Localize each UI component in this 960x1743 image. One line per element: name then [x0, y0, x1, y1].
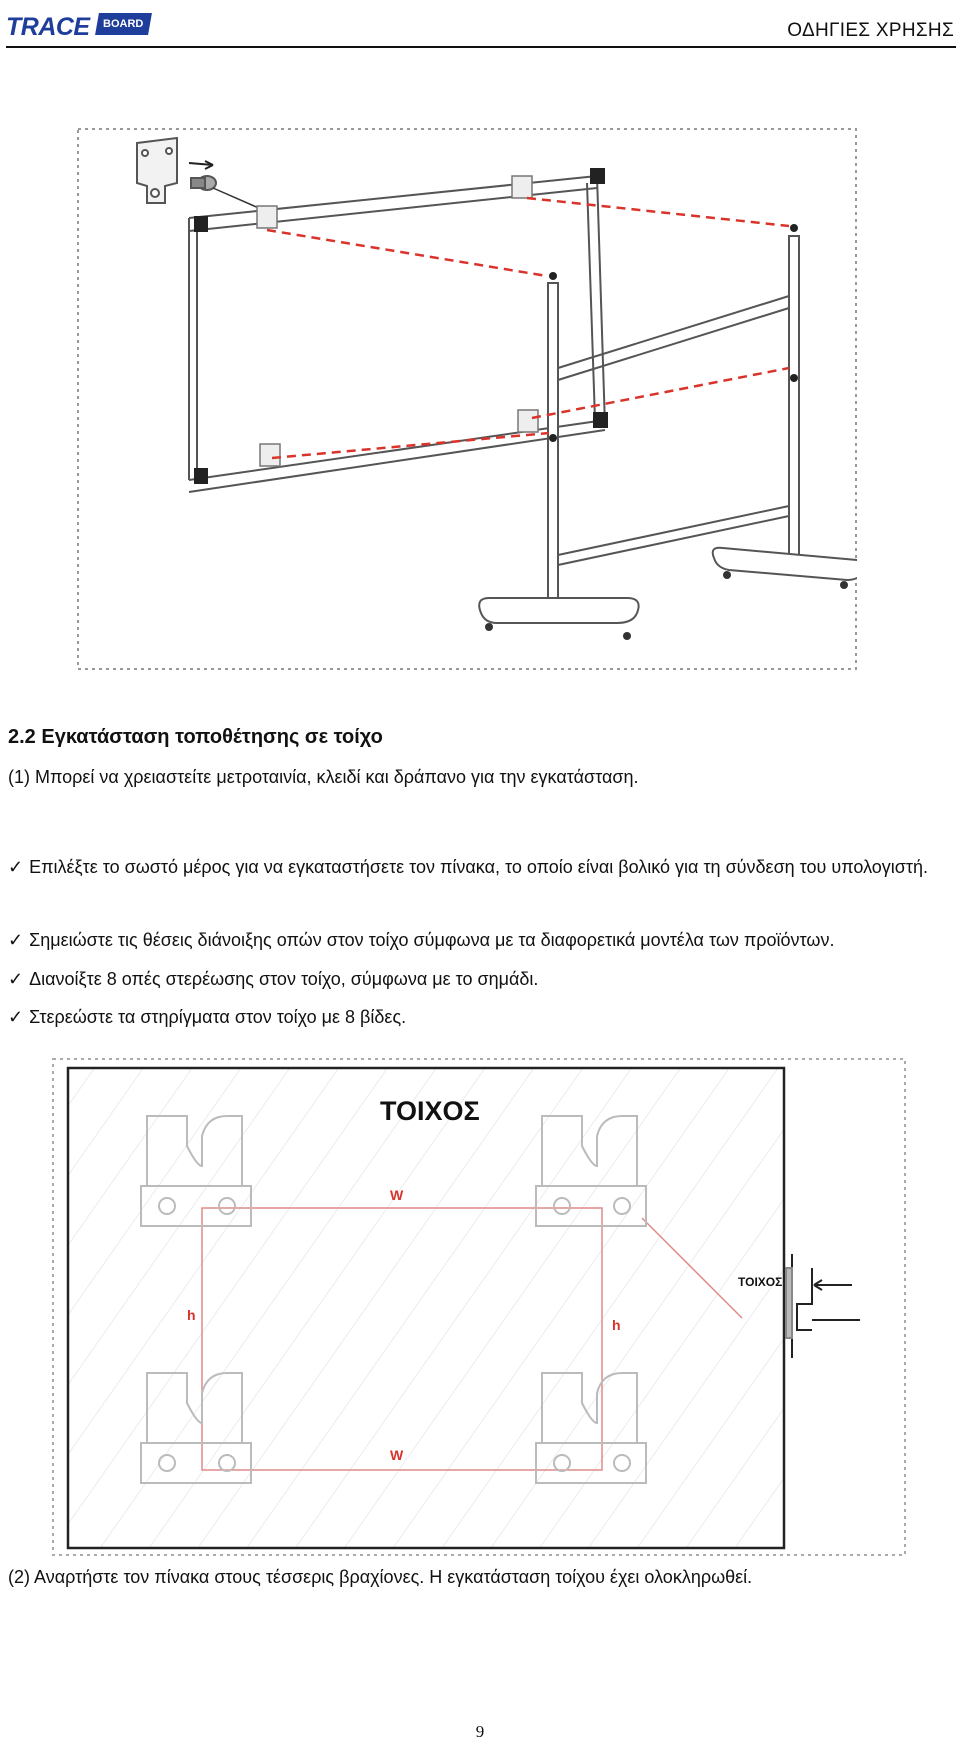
step-2-text: (2) Αναρτήστε τον πίνακα στους τέσσερις βραχίονες. Η εγκατάσταση τοίχου έχει ολοκληρωθεί.: [8, 1567, 753, 1587]
logo-board-badge: [95, 13, 152, 35]
checklist-item: [8, 1004, 956, 1030]
mobile-stand-illustration: [77, 128, 857, 670]
checklist-text: Επιλέξτε το σωστό μέρος για να εγκαταστήσετε τον πίνακα, το οποίο είναι βολικό για τη σύνδεση του υπολογιστή.: [29, 857, 929, 877]
height-label-left: h: [187, 1307, 196, 1323]
width-label-top: W: [390, 1187, 404, 1203]
checklist-item: [8, 966, 956, 992]
logo-board-text: BOARD: [103, 18, 144, 30]
section-heading: 2.2 Εγκατάσταση τοποθέτησης σε τοίχο: [8, 726, 383, 748]
whiteboard-frame: [189, 176, 605, 492]
bracket-detail-icon: [137, 138, 216, 203]
check-icon: ✓: [8, 1007, 24, 1027]
checklist-item: [8, 927, 956, 953]
checklist-item: [8, 854, 956, 880]
page-number: 9: [475, 1722, 485, 1741]
header-title: ΟΔΗΓΙΕΣ ΧΡΗΣΗΣ: [787, 20, 954, 41]
figure-border: [78, 129, 856, 669]
header-divider: [6, 46, 956, 48]
checklist-text: Σημειώστε τις θέσεις διάνοιξης οπών στον τοίχο σύμφωνα με τα διαφορετικά μοντέλα των προϊόντων.: [29, 930, 835, 950]
wall-title: ΤΟΙΧΟΣ: [380, 1096, 480, 1126]
step-1-text: (1) Μπορεί να χρειαστείτε μετροταινία, κλειδί και δράπανο για την εγκατάσταση.: [8, 767, 639, 787]
checklist-text: Στερεώστε τα στηρίγματα στον τοίχο με 8 βίδες.: [29, 1007, 407, 1027]
width-label-bottom: W: [390, 1447, 404, 1463]
check-icon: ✓: [8, 930, 24, 950]
checklist-text: Διανοίξτε 8 οπές στερέωσης στον τοίχο, σύμφωνα με το σημάδι.: [29, 969, 539, 989]
wall-side-label: ΤΟΙΧΟΣ: [738, 1275, 783, 1289]
height-label-right: h: [612, 1317, 621, 1333]
check-icon: ✓: [8, 857, 24, 877]
frame-corner-caps: [194, 168, 608, 484]
wall-mount-diagram: [52, 1058, 908, 1558]
check-icon: ✓: [8, 969, 24, 989]
wall-panel: [68, 1068, 784, 1548]
logo-wordmark: TRACE: [6, 13, 90, 41]
wall-side-detail-icon: [786, 1254, 860, 1358]
